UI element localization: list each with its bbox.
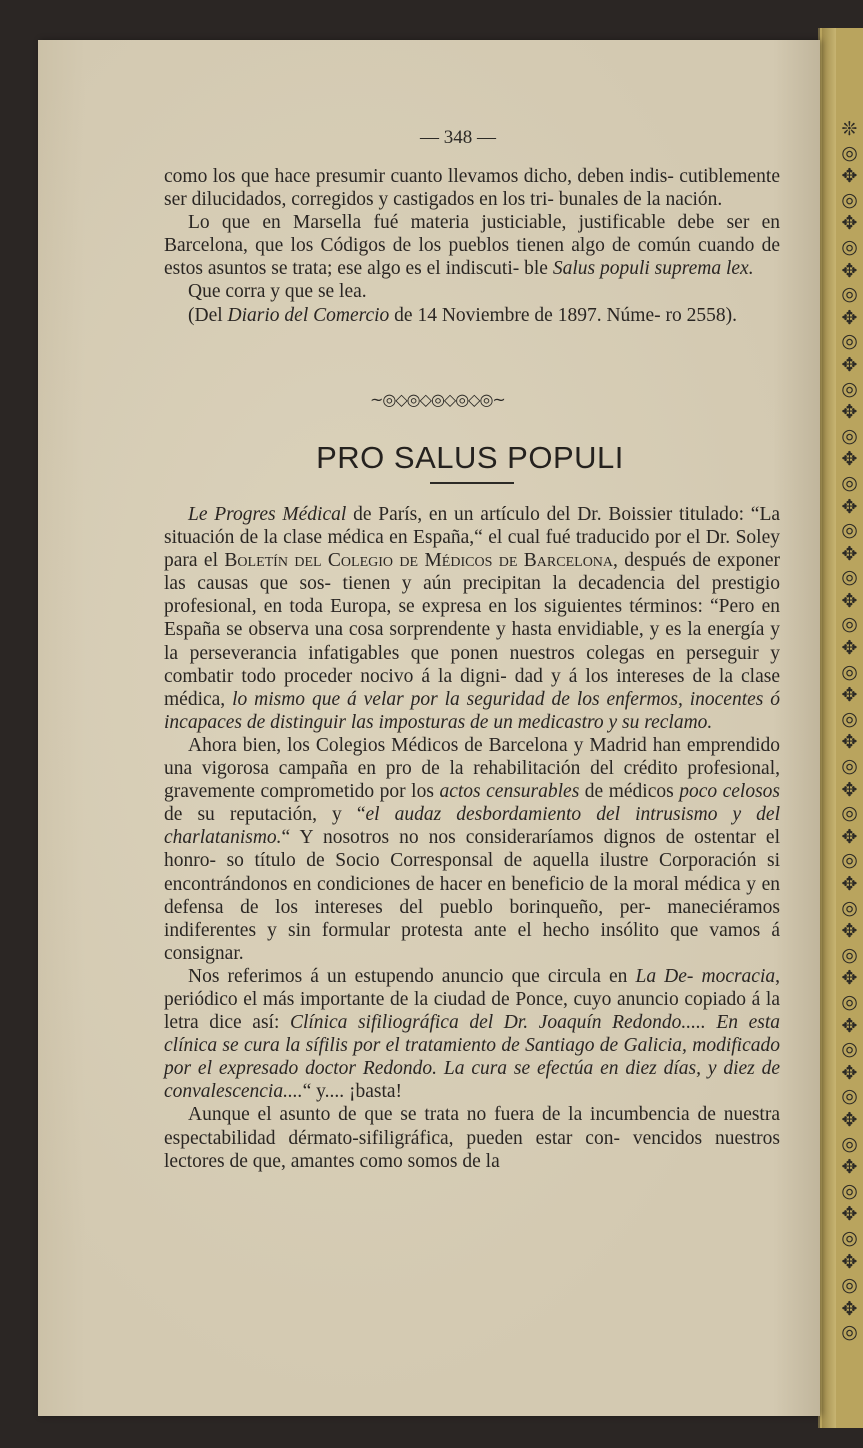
text-line: es la energía y la perseverancia infatigables que ponen nuestros [164,619,781,664]
border-spiral-icon: ◎ [841,990,858,1013]
article-body [164,503,780,1173]
border-spiral-icon: ◎ [841,1132,858,1155]
border-diamond-icon: ✥ [841,589,858,612]
text-line: Y nosotros no nos consideraríamos dignos de ostentar el honro- [164,827,780,872]
border-diamond-icon: ✥ [841,259,858,282]
text-line: emprendido una vigorosa campaña en pro de la rehabilitación [164,734,780,780]
quoted-advert: del Dr. Joaquín Redondo..... En esta clínica se cura la sífilis [164,1012,781,1057]
border-diamond-icon: ✥ [841,1156,858,1179]
border-spiral-icon: ◎ [841,1038,858,1061]
paragraph [164,503,780,734]
text-line: maneciéramos indiferentes y sin formular protesta ante el hecho [164,896,780,941]
border-spiral-icon: ◎ [841,660,858,683]
quoted-italic: audaz desbordamiento del intrusismo y del charlatanismo. [164,804,781,849]
text-line: ro 2558). [665,304,737,326]
text-line: de nuestra espectabilidad dérmato-sifiligráfica, pueden estar con- [164,1104,781,1149]
latin-motto: Salus populi suprema lex. [552,258,754,280]
quoted-advert: Clínica sifiliográfica [289,1012,459,1034]
text-line: titulado: “La situación de la clase médica en España,“ el cual [164,504,781,549]
border-diamond-icon: ✥ [841,353,858,376]
border-spiral-icon: ◎ [841,424,858,447]
text-line: so título de Socio Corresponsal de aquella ilustre Corporación si [226,850,781,872]
page-number: — 348 — [420,127,496,148]
text-line: de 14 Noviembre de 1897. Núme- [389,304,661,326]
border-diamond-icon: ✥ [841,542,858,565]
text-line: “ [281,827,291,849]
quoted-advert: diez de convalescencia.... [164,1058,780,1103]
continued-text [164,165,780,327]
border-spiral-icon: ◎ [841,566,858,589]
text-line: Nos referimos á un estupendo anuncio que circula en [188,965,636,987]
newspaper-title: La De- [635,965,694,987]
quoted-italic: distinguir las imposturas de un medicastro y su reclamo. [270,711,713,733]
text-line: Aunque el asunto de que se trata no fuera de la incumbencia [188,1104,690,1126]
text-line: cuyo anuncio copiado á la letra dice así: [164,988,780,1034]
text-line: insólito que vamos á consignar. [164,919,780,964]
border-diamond-icon: ✥ [841,1203,858,1226]
border-diamond-icon: ✥ [841,637,858,660]
text-line: España se observa una cosa sorprendente y hasta envidiable, y [164,619,660,641]
border-spiral-icon: ◎ [841,141,858,164]
quoted-italic: censurables [486,781,580,803]
page-edge-shadow [822,28,836,1428]
border-diamond-icon: ✥ [841,1061,858,1084]
border-spiral-icon: ◎ [841,1085,858,1108]
border-diamond-icon: ✥ [841,731,858,754]
border-spiral-icon: ◎ [841,330,858,353]
border-spiral-icon: ◎ [841,1274,858,1297]
newspaper-title: mocracia [701,965,776,987]
border-diamond-icon: ✥ [841,1250,858,1273]
text-line: , después de exponer las causas que sos- [164,550,780,595]
text-line: del crédito profesional, gravemente comprometido por los [164,758,781,803]
text-line: Que corra y que se lea. [188,281,367,303]
journal-title: Le Progres Médical [188,504,347,525]
border-spiral-icon: ◎ [841,943,858,966]
section-title: PRO SALUS POPULI [316,440,624,475]
quoted-advert: por el tratamiento de Santiago de Galicia, modificado por el [164,1035,781,1080]
border-diamond-icon: ✥ [841,873,858,895]
section-divider-ornament: ~◎◇◎◇◎◇◎◇◎~ [370,390,505,409]
quoted-italic: actos [439,781,481,803]
border-diamond-icon: ✥ [841,448,858,471]
text-line: tienen y aún precipitan la decadencia del prestigio profesional, [164,573,780,618]
border-spiral-icon: ◎ [841,377,858,400]
border-diamond-icon: ✥ [841,1014,858,1037]
quoted-italic: el [365,804,380,826]
border-spiral-icon: ◎ [841,1179,858,1202]
border-spiral-icon: ◎ [841,1321,858,1344]
text-line: Lo que en Marsella fué materia justiciable, justificable debe [188,212,715,234]
border-spiral-icon: ◎ [841,707,858,730]
text-line: de su reputación, y “ [164,804,366,826]
paragraph [164,211,780,280]
border-spiral-icon: ◎ [841,896,858,919]
text-line: común cuando de estos asuntos se trata; ese algo es el indiscuti- [164,235,780,280]
text-line: de médicos [579,781,680,803]
decorative-border-column [836,118,863,1358]
quoted-italic: por la seguridad de los enfermos, inocentes ó incapaces de [164,688,780,733]
text-line: colegas en perseguir y combatir todo proceder nocivo á la digni- [164,642,780,687]
border-spiral-icon: ◎ [841,188,858,211]
quoted-italic: poco celosos [679,781,781,803]
border-diamond-icon: ✥ [841,1108,858,1131]
text-line: bunales de la nación. [558,189,723,211]
text-line: encontrándonos en condiciones de hacer en beneficio de la moral [164,873,679,895]
border-diamond-icon: ✥ [841,684,858,707]
quoted-advert: expresado doctor Redondo. La cura se efectúa en diez días, y [218,1058,717,1080]
paragraph [164,1103,780,1172]
text-line: Ahora bien, los Colegios Médicos de Barcelona y Madrid han [188,734,681,756]
text-line: médica y en defensa de los intereses del pueblo borinqueño, per- [164,873,780,918]
text-line: de París, en un artículo del Dr. Boissier [346,504,673,525]
bulletin-name: Boletín del Colegio de [224,550,419,572]
newspaper-title: Diario del Comercio [227,304,390,326]
text-line: “ y.... ¡basta! [302,1081,403,1103]
border-spiral-icon: ◎ [841,519,858,542]
text-line: en toda Europa, se expresa en los siguientes términos: “Pero en [263,596,780,618]
paragraph [164,965,780,1104]
border-diamond-icon: ✥ [841,1297,858,1320]
bulletin-name: Médicos de Barcelona [424,550,614,572]
text-line: dad y á los intereses de la clase médica, [164,665,780,710]
border-diamond-icon: ✥ [841,212,858,235]
border-spiral-icon: ◎ [841,1226,858,1249]
text-line: fué traducido por el Dr. Soley para el [164,527,780,572]
border-spiral-icon: ◎ [841,283,858,306]
border-diamond-icon: ✥ [841,825,858,848]
text-line: vencidos nuestros lectores de que, amantes como somos de la [164,1127,780,1172]
border-spiral-icon: ◎ [841,849,858,872]
border-rosette-icon: ❊ [841,118,858,140]
border-spiral-icon: ◎ [841,755,858,778]
border-diamond-icon: ✥ [841,306,858,329]
text-line: ser en Barcelona, que los Códigos de los pueblos tienen algo de [164,212,780,257]
paragraph [164,165,780,211]
border-diamond-icon: ✥ [841,165,858,188]
text-line: cutiblemente ser dilucidados, corregidos y castigados en los tri- [164,166,781,211]
border-spiral-icon: ◎ [841,613,858,636]
border-spiral-icon: ◎ [841,235,858,258]
border-diamond-icon: ✥ [841,778,858,801]
text-line: (Del [188,304,228,326]
paragraph [164,734,780,965]
quoted-italic: lo mismo que á velar [232,688,404,710]
title-underline [430,482,514,484]
citation [164,304,780,327]
border-diamond-icon: ✥ [841,920,858,943]
text-line: , periódico el más importante de la ciudad de Ponce, [164,965,781,1010]
text-line: como los que hace presumir cuanto llevamos dicho, deben indis- [164,166,674,187]
border-diamond-icon: ✥ [841,967,858,990]
border-spiral-icon: ◎ [841,471,858,494]
border-diamond-icon: ✥ [841,401,858,424]
border-spiral-icon: ◎ [841,802,858,825]
border-diamond-icon: ✥ [841,495,858,518]
paragraph [164,280,780,303]
text-line: ble [524,258,553,280]
